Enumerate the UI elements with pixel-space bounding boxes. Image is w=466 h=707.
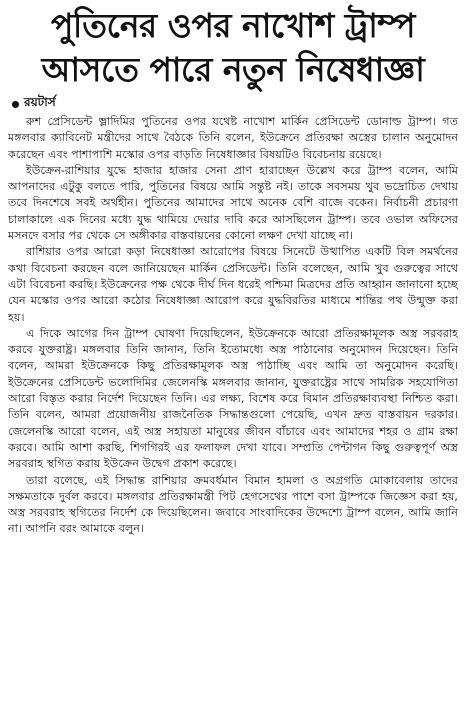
byline bbox=[12, 96, 458, 112]
paragraph: তারা বলেছে, এই সিদ্ধান্ত রাশিয়ার ক্রমবর্ধমান বিমান হামলা ও অগ্রগতি মোকাবেলায় তাদের সক্ষমতাকে দুর্বল করবে। মঙ্গলবার প্রতিরক্ষামন্ত্রী পিট হেগসেথের পাশে বসা ট্রাম্পকে জিজ্ঞেস করা হয়, অস্ত্র সরবরাহ স্থগিতের নির্দেশ কে দিয়েছিলেন। জবাবে সাংবাদিকের উদ্দেশ্যে ট্রাম্প বলেন, আমি জানি না। আপনি বরং আমাকে বলুন। bbox=[8, 473, 458, 536]
headline-line-2: আসতে পারে নতুন নিষেধাজ্ঞা bbox=[41, 50, 425, 89]
bullet-icon bbox=[12, 101, 19, 108]
headline-line-1: পুতিনের ওপর নাখোশ ট্রাম্প bbox=[50, 6, 416, 45]
paragraph: রুশ প্রেসিডেন্ট ভ্লাদিমির পুতিনের ওপর যথেষ্ট নাখোশ মার্কিন প্রেসিডেন্ট ডোনাল্ড ট্রাম্প। গত মঙ্গলবার ক্যাবিনেট মন্ত্রীদের সাথে বৈঠকে তিনি বলেন, ইউক্রেনে প্রতিরক্ষা অস্ত্রের চালান অনুমোদন করেছেন এবং পাশাপাশি মস্কোর ওপর বাড়তি নিষেধাজ্ঞার বিষয়টিও বিবেচনায় রয়েছে। bbox=[8, 115, 458, 161]
article-body bbox=[8, 114, 458, 696]
paragraph: এ দিকে আগের দিন ট্রাম্প ঘোষণা দিয়েছিলেন, ইউক্রেনকে আরো প্রতিরক্ষামূলক অস্ত্র সরবরাহ করবে যুক্তরাষ্ট্র। মঙ্গলবার তিনি জানান, তিনি ইতোমধ্যে অস্ত্র পাঠানোর অনুমোদন দিয়েছেন। তিনি বলেন, আমরা ইউক্রেনকে কিছু প্রতিরক্ষামূলক অস্ত্র পাঠাচ্ছি এবং আমি তা অনুমোদন করেছি। ইউক্রেনের প্রেসিডেন্ট ভলোদিমির জেলেনস্কি মঙ্গলবার জানান, যুক্তরাষ্ট্রের সাথে সামরিক সহযোগিতা আরো বিস্তৃত করার নির্দেশ দিয়েছেন তিনি। এর লক্ষ্য, বিশেষ করে বিমান প্রতিরক্ষাব্যবস্থা নিশ্চিত করা। তিনি বলেন, আমরা প্রয়োজনীয় রাজনৈতিক সিদ্ধান্তগুলো পেয়েছি, এখন দ্রুত বাস্তবায়ন দরকার। জেলেনস্কি আরো বলেন, এই অস্ত্র সহায়তা মানুষের জীবন বাঁচাবে এবং আমাদের শহর ও গ্রাম রক্ষা করবে। আমি আশা করছি, শিগগিরই এর ফলাফল দেখা যাবে। সম্প্রতি পেন্টাগন কিছু গুরুত্বপূর্ণ অস্ত্র সরবরাহ স্থগিত করায় ইউক্রেন উদ্বেগ প্রকাশ করেছে। bbox=[8, 326, 458, 471]
paragraph: ইউক্রেন-রাশিয়ার যুদ্ধে হাজার হাজার সেনা প্রাণ হারাচ্ছেন উল্লেখ করে ট্রাম্প বলেন, আমি আপনাদের এটুকু বলতে পারি, পুতিনের বিষয়ে আমি সন্তুষ্ট নই। তাকে সবসময় খুব ভদ্রোচিত দেখায় তবে দিনশেষে সবই অর্থহীন। পুতিনের আমাদের সাথে অনেক বেশি বাজে বকেন। নির্বাচনী প্রচারণা চালাকালে এক দিনের মধ্যে যুদ্ধ থামিয়ে দেয়ার দাবি করে আসছিলেন ট্রাম্প। তবে ওভাল অফিসের মসনদে বসার পর থেকে সে অঙ্গীকার বাস্তবায়নের কোনো লক্ষণ দেখা যাচ্ছে না। bbox=[8, 163, 458, 243]
source-name: রয়টার্স bbox=[24, 95, 56, 109]
paragraph: রাশিয়ার ওপর আরো কড়া নিষেধাজ্ঞা আরোপের বিষয়ে সিনেটে উত্থাপিত একটি বিল সমর্থনের কথা বিবেচনা করছেন বলে জানিয়েছেন মার্কিন প্রেসিডেন্ট। তিনি বলেছেন, আমি খুব গুরুত্বের সাথে এটা বিবেচনা করছি। ইউক্রেনের পক্ষ থেকে দীর্ঘ দিন ধরেই পশ্চিমা মিত্রদের প্রতি আহ্বান জানানো হচ্ছে যেন মস্কোর ওপর আরো কঠোর নিষেধাজ্ঞা আরোপ করে যুদ্ধবিরতির মাধ্যমে শান্তির পথ উন্মুক্ত করা হয়। bbox=[8, 245, 458, 324]
article-headline bbox=[8, 4, 458, 92]
